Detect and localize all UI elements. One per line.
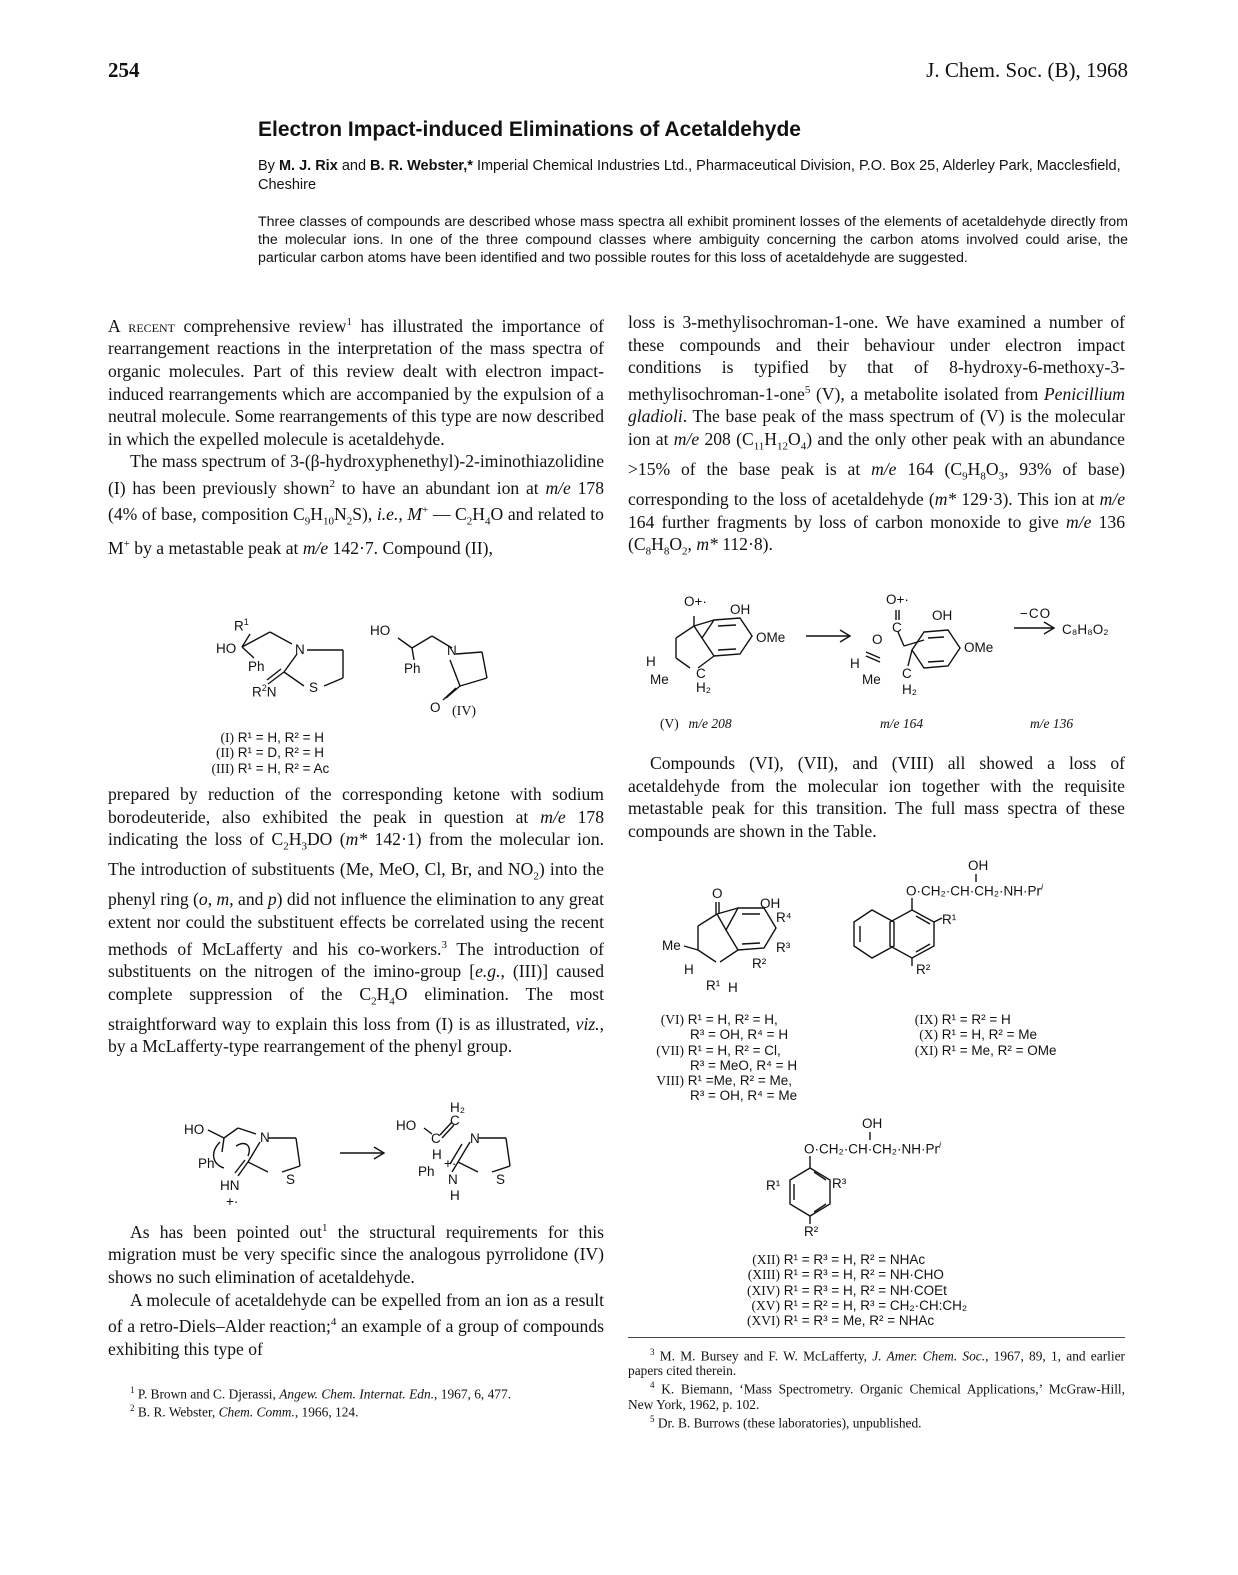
label-mz136-wrap bbox=[1030, 716, 1073, 731]
italic: p bbox=[267, 889, 277, 910]
loss-co-label: −CO bbox=[1020, 606, 1052, 621]
paragraph-compounds-vi-viii: Compounds (VI), (VII), and (VIII) all showed a loss of acetaldehyde from the molecular ion together with the requisite metastable peak for this transition. The full mass spectra of these compounds are shown in the Table. bbox=[628, 753, 1125, 841]
italic: o bbox=[198, 889, 208, 910]
definition: R¹ = H, R² = Me bbox=[941, 1027, 1038, 1043]
text: H bbox=[288, 829, 302, 850]
text: S), bbox=[352, 504, 377, 525]
ref-2: 2 bbox=[329, 478, 335, 491]
text: , 1966, 124. bbox=[294, 1404, 359, 1420]
text: , bbox=[687, 534, 697, 555]
me-label: Me bbox=[650, 672, 669, 687]
text: 164 further fragments by loss of carbon monoxide to give bbox=[628, 511, 1067, 532]
scheme-labels bbox=[660, 716, 732, 731]
definition: R¹ =Me, R² = Me, bbox=[687, 1073, 793, 1089]
left-column-middle bbox=[108, 783, 604, 1058]
text: ) did not influence the elimination to any great extent nor could the substituent effects be correlated using the recent methods of McLafferty and his co-workers. bbox=[108, 889, 604, 959]
subscript: 9 bbox=[304, 515, 311, 528]
italic: m bbox=[216, 889, 230, 910]
text: 164 (C bbox=[896, 458, 963, 479]
r2-label: R² bbox=[916, 962, 931, 977]
compound-number: (IX) bbox=[914, 1012, 938, 1027]
text: H bbox=[651, 534, 664, 555]
compound-number: (XIV) bbox=[747, 1282, 780, 1298]
structure-pyrrolidone bbox=[370, 620, 510, 730]
label-iv: (IV) bbox=[452, 704, 477, 719]
compound-number: (XV) bbox=[751, 1297, 780, 1313]
hn-label: HN bbox=[220, 1178, 240, 1193]
footnote-2 bbox=[108, 1401, 604, 1419]
captions-ix-xi bbox=[898, 1012, 1057, 1058]
footnote-3 bbox=[628, 1345, 1125, 1378]
caption-viii bbox=[636, 1073, 797, 1088]
caption-vi-line2: R³ = OH, R⁴ = H bbox=[690, 1027, 789, 1043]
right-column-top bbox=[628, 311, 1125, 563]
definition: R¹ = H, R² = H, bbox=[687, 1012, 778, 1027]
ph-label-2: Ph bbox=[418, 1164, 435, 1179]
abstract: Three classes of compounds are described whose mass spectra all exhibit prominent losses of the elements of acetaldehyde directly from the molecular ions. In one of the three compound classes where ambiguity concerning the carbon atoms involved could arise, the particular carbon atoms have been identified and two possible routes for this loss of acetaldehyde are suggested. bbox=[258, 214, 1128, 266]
h2-label: H₂ bbox=[696, 680, 711, 695]
text: , 1967, 6, 477. bbox=[434, 1386, 512, 1402]
left-column-bottom bbox=[108, 1217, 604, 1360]
byline-and: and bbox=[341, 158, 367, 174]
radical-oxygen-2: O+· bbox=[886, 592, 909, 607]
carbonyl-o: O bbox=[712, 886, 723, 901]
subscript: 10 bbox=[322, 515, 334, 528]
ho-label: HO bbox=[216, 641, 237, 656]
oh-label: OH bbox=[968, 858, 989, 873]
h-label-2: H bbox=[728, 980, 738, 995]
n-label: N bbox=[260, 1130, 270, 1145]
paragraph-isochromanone bbox=[628, 311, 1125, 563]
compound-number: (XI) bbox=[914, 1042, 938, 1058]
text: , by a McLafferty-type rearrangement of the phenyl group. bbox=[108, 1013, 604, 1057]
subscript: 2 bbox=[682, 545, 688, 558]
ref-1b: 1 bbox=[322, 1222, 328, 1234]
structure-phenoxy bbox=[760, 1114, 1020, 1244]
superscript: 1 bbox=[243, 617, 249, 627]
footnote-number: 3 bbox=[650, 1347, 655, 1357]
text: DO ( bbox=[306, 829, 346, 850]
text: O and related to M bbox=[108, 504, 604, 559]
text: 129·3). This ion at bbox=[956, 489, 1100, 510]
text: The mass spectrum of 3-(β-hydroxyphenethyl)-2-iminothiazolidine (I) has been previously shown bbox=[108, 451, 604, 498]
text: H bbox=[472, 504, 486, 525]
definition: R¹ = H, R² = Cl, bbox=[687, 1042, 781, 1058]
compound-number: VIII) bbox=[656, 1073, 684, 1089]
text: The introduction of substituents on the nitrogen of the imino-group [ bbox=[108, 938, 605, 982]
iso-prefix: i bbox=[938, 1140, 941, 1150]
journal: J. Amer. Chem. Soc. bbox=[872, 1348, 986, 1364]
footnote-number: 2 bbox=[130, 1403, 135, 1414]
text: (V), a metabolite isolated from bbox=[810, 383, 1044, 404]
text: O·CH₂·CH·CH₂·NH·Pr bbox=[804, 1141, 939, 1157]
journal: Chem. Comm. bbox=[218, 1404, 295, 1420]
r1-label: R¹ bbox=[766, 1178, 781, 1193]
text: K. Biemann, ‘Mass Spectrometry. Organic Chemical Applications,’ McGraw-Hill, New York, 1962, p. 102. bbox=[628, 1381, 1125, 1412]
footnotes-left bbox=[108, 1383, 604, 1420]
mz: m/e bbox=[302, 538, 329, 559]
footnote-4 bbox=[628, 1378, 1125, 1411]
o-label: O bbox=[872, 632, 883, 647]
footnote-number: 5 bbox=[650, 1413, 655, 1424]
caption-xv bbox=[730, 1298, 967, 1313]
iso-prefix: i bbox=[1040, 882, 1043, 892]
text: As has been pointed out bbox=[130, 1221, 323, 1242]
metastable: m* bbox=[345, 829, 368, 850]
subscript: 9 bbox=[962, 470, 968, 483]
h-label: H bbox=[684, 962, 694, 977]
article-title: Electron Impact-induced Eliminations of Acetaldehyde bbox=[258, 118, 801, 141]
text: O bbox=[669, 534, 683, 555]
italic: e.g. bbox=[475, 961, 501, 982]
compound-number: (III) bbox=[211, 760, 234, 776]
text: . The base peak of the mass spectrum of (V) is the molecular ion at bbox=[628, 406, 1125, 449]
definition: R¹ = H, R² = H bbox=[237, 730, 325, 745]
radical-oxygen: O+· bbox=[684, 594, 707, 609]
page-number: 254 bbox=[108, 58, 140, 82]
subscript: 3 bbox=[301, 840, 307, 853]
text: an example of a group of compounds exhibiting this type of bbox=[108, 1316, 604, 1359]
captions-vi-viii bbox=[636, 1012, 797, 1104]
rearrangement-scheme bbox=[180, 1100, 560, 1210]
text: has illustrated the importance of rearrangement reactions in the interpretation of the mass spectra of organic molecules. Part of this review dealt with electron impact-induced rearrangements which are accompanied by the expulsion of a neutral molecule. Some rearrangements of this type are now described in which the expelled molecule is acetaldehyde. bbox=[108, 315, 604, 449]
r2-label: R² bbox=[804, 1224, 819, 1239]
definition: R¹ = R² = H, R³ = CH₂·CH:CH₂ bbox=[783, 1297, 968, 1313]
text: to have an abundant ion at bbox=[334, 477, 546, 498]
footnote-1 bbox=[108, 1383, 604, 1401]
r4-label: R⁴ bbox=[776, 910, 792, 925]
caption-ix bbox=[898, 1012, 1057, 1027]
species-name: Penicillium gladioli bbox=[628, 383, 1125, 427]
author-rix: M. J. Rix bbox=[278, 158, 338, 174]
text: — C bbox=[428, 504, 467, 525]
h-label: H bbox=[646, 654, 656, 669]
r3-label: R³ bbox=[776, 940, 791, 955]
mz: m/e bbox=[1099, 489, 1126, 510]
subscript: 2 bbox=[533, 870, 539, 883]
ho-label: HO bbox=[184, 1122, 205, 1137]
subscript: 2 bbox=[466, 515, 473, 528]
text: 142·1) from the molecular ion. The introduction of substituents (Me, MeO, Cl, Br, and NO bbox=[108, 829, 605, 880]
r2n-label bbox=[252, 683, 277, 700]
caption-i bbox=[200, 730, 329, 745]
captions-i-iii bbox=[200, 730, 329, 776]
text: H bbox=[310, 504, 323, 525]
caption-ii bbox=[200, 745, 329, 760]
compound-number: (II) bbox=[216, 745, 234, 761]
h-label-2: H bbox=[450, 1188, 460, 1203]
n-label-2: N bbox=[448, 1172, 458, 1187]
paragraph-retro-diels-alder bbox=[108, 1289, 604, 1361]
structure-bonds bbox=[760, 1114, 1020, 1244]
side-chain bbox=[804, 1140, 941, 1157]
caption-vii bbox=[636, 1043, 797, 1058]
ref-5: 5 bbox=[804, 383, 811, 396]
journal-citation: J. Chem. Soc. (B), 1968 bbox=[926, 58, 1128, 82]
subscript: 4 bbox=[800, 440, 807, 453]
subscript: 2 bbox=[371, 995, 377, 1008]
text: O bbox=[985, 458, 999, 479]
italic: M bbox=[402, 504, 423, 525]
text: P. Brown and C. Djerassi, bbox=[137, 1386, 280, 1402]
me-label-2: Me bbox=[862, 672, 881, 687]
structure-naphthyloxy bbox=[850, 858, 1120, 988]
definition: R¹ = H, R² = Ac bbox=[237, 760, 330, 776]
text: , and bbox=[229, 889, 268, 910]
definition: R¹ = R³ = H, R² = NH·COEt bbox=[783, 1282, 947, 1298]
text: M. M. Bursey and F. W. McLafferty, bbox=[659, 1348, 873, 1364]
text: loss is 3-methylisochroman-1-one. We have examined a number of these compounds and their behaviour under electron impact conditions is typified by that of 8-hydroxy-6-methoxy-3-methylisochroman-1-one bbox=[628, 312, 1125, 404]
footnote-number: 4 bbox=[650, 1380, 655, 1391]
byline-prefix: By bbox=[258, 158, 275, 174]
structure-isochromanone bbox=[640, 880, 840, 1010]
mz-136: m/e 136 bbox=[1030, 716, 1074, 731]
text: 136 (C bbox=[628, 511, 1125, 555]
text: , bbox=[207, 889, 217, 910]
c-label-2: C bbox=[892, 620, 902, 635]
affiliation: Imperial Chemical Industries Ltd., Pharmaceutical Division, P.O. Box 25, Alderley Park, Macclesfield, Cheshire bbox=[258, 158, 1121, 193]
subscript: 8 bbox=[980, 470, 986, 483]
r1-label: R¹ bbox=[706, 978, 721, 993]
text: the structural requirements for this migration must be very specific since the analogous pyrrolidone (IV) shows no such elimination of acetaldehyde. bbox=[108, 1221, 604, 1288]
r1-label bbox=[234, 617, 249, 634]
text: , (III)] caused complete suppression of the C bbox=[108, 961, 604, 1004]
radical-cation-2: +· bbox=[444, 1156, 457, 1171]
subscript: 4 bbox=[485, 515, 491, 528]
paragraph-migration bbox=[108, 1217, 604, 1289]
caption-vii-line2: R³ = MeO, R⁴ = H bbox=[690, 1057, 798, 1073]
compound-number: (XVI) bbox=[747, 1313, 780, 1329]
s-label-2: S bbox=[496, 1172, 506, 1187]
mz: m/e bbox=[540, 806, 566, 827]
mz: m/e bbox=[1066, 511, 1092, 532]
lead-words: A recent bbox=[108, 315, 175, 336]
subscript: 2 bbox=[346, 515, 353, 528]
compound-number: (XIII) bbox=[747, 1267, 780, 1283]
footnote-number: 1 bbox=[130, 1385, 135, 1395]
paragraph-thiazolidine: The mass spectrum of 3-(β-hydroxyphenethyl)-2-iminothiazolidine (I) has been previously shown$^2$ to have an abundant ion at m/e 178 (4% of base, composition $C_9H_{10}N_2S$), i.e., M+ — $C_2H_4O$ and related to M+ by a metastable peak at m/e 142·7. Compound (II), bbox=[108, 451, 604, 559]
journal: Angew. Chem. Internat. Edn. bbox=[279, 1386, 435, 1402]
compound-number: (I) bbox=[220, 730, 234, 745]
text: 208 (C bbox=[699, 428, 754, 449]
me-label: Me bbox=[662, 938, 681, 953]
r2-label: R² bbox=[752, 956, 767, 971]
text: O elimination. The most straightforward way to explain this loss from (I) is as illustrated, bbox=[108, 983, 605, 1034]
text: ) and the only other peak with an abundance >15% of the base peak is at bbox=[628, 428, 1125, 479]
product-formula: C₈H₈O₂ bbox=[1062, 622, 1109, 637]
oh-label: OH bbox=[862, 1116, 883, 1131]
text: by a metastable peak at bbox=[129, 538, 303, 559]
definition: R¹ = R³ = Me, R² = NHAc bbox=[783, 1313, 935, 1329]
subscript: 12 bbox=[777, 440, 789, 453]
byline bbox=[258, 157, 1128, 195]
s-label: S bbox=[286, 1172, 296, 1187]
text: H bbox=[967, 458, 981, 479]
text: 178 indicating the loss of C bbox=[108, 806, 604, 850]
r3-label: R³ bbox=[832, 1176, 847, 1191]
n-label: N bbox=[295, 642, 305, 657]
mz: m/e bbox=[673, 428, 700, 449]
caption-xvi bbox=[730, 1313, 967, 1328]
text: 112·8). bbox=[717, 534, 773, 555]
caption-xiv bbox=[730, 1283, 967, 1298]
n-label-3: N bbox=[470, 1131, 480, 1146]
c-label: C bbox=[696, 666, 706, 681]
text: B. R. Webster, bbox=[137, 1404, 219, 1420]
metastable: m* bbox=[696, 534, 718, 555]
c-label: C bbox=[431, 1131, 441, 1146]
side-chain bbox=[906, 882, 1043, 899]
italic: i.e., bbox=[376, 504, 403, 525]
text: comprehensive review bbox=[174, 315, 347, 336]
superscript: 2 bbox=[261, 683, 267, 693]
text: 142·7. Compound (II), bbox=[328, 538, 493, 559]
mz: m/e bbox=[871, 458, 897, 479]
label-mz164-wrap bbox=[880, 716, 923, 731]
subscript: 3 bbox=[998, 470, 1005, 483]
h2-label: H₂ bbox=[450, 1100, 465, 1115]
text: H bbox=[376, 983, 390, 1004]
structure-thiazolidine bbox=[212, 614, 372, 724]
definition: R¹ = D, R² = H bbox=[237, 745, 325, 761]
definition: R¹ = Me, R² = OMe bbox=[941, 1042, 1057, 1058]
s-label: S bbox=[309, 680, 319, 695]
text: O bbox=[788, 428, 801, 449]
definition: R¹ = R² = H bbox=[941, 1012, 1011, 1027]
definition: R¹ = R³ = H, R² = NH·CHO bbox=[783, 1267, 944, 1283]
radical-cation: +· bbox=[226, 1194, 239, 1209]
text: H bbox=[764, 428, 778, 449]
mz: m/e bbox=[545, 477, 571, 498]
ho-label-2: HO bbox=[396, 1118, 417, 1133]
caption-viii-line2: R³ = OH, R⁴ = Me bbox=[690, 1088, 798, 1104]
caption-vi bbox=[636, 1012, 797, 1027]
ref-1: 1 bbox=[346, 316, 353, 328]
text: N bbox=[333, 504, 347, 525]
left-column-top bbox=[108, 311, 604, 560]
compound-number: (VII) bbox=[656, 1042, 684, 1058]
text: , 93% of base) corresponding to the loss of acetaldehyde ( bbox=[628, 458, 1126, 510]
label-v: (V) bbox=[660, 716, 679, 731]
ph-label: Ph bbox=[198, 1156, 215, 1171]
metastable: m* bbox=[934, 489, 957, 510]
definition: R¹ = R³ = H, R² = NHAc bbox=[783, 1252, 926, 1267]
h-label-2: H bbox=[850, 656, 860, 671]
text: Dr. B. Burrows (these laboratories), unpublished. bbox=[657, 1415, 922, 1431]
footnote-5 bbox=[628, 1412, 1125, 1430]
ho-label: HO bbox=[370, 623, 391, 638]
ph-label: Ph bbox=[404, 661, 421, 676]
italic: viz. bbox=[575, 1013, 600, 1034]
subscript: 8 bbox=[663, 545, 670, 558]
structure-bonds bbox=[850, 858, 1120, 988]
paragraph-intro bbox=[108, 311, 604, 450]
o-label: O bbox=[430, 700, 441, 715]
text: N bbox=[266, 684, 277, 700]
oh-label: OH bbox=[760, 896, 781, 911]
mz-208: m/e 208 bbox=[688, 716, 732, 731]
caption-x bbox=[898, 1027, 1057, 1042]
subscript: 11 bbox=[753, 440, 765, 453]
c-label-3: C bbox=[902, 666, 912, 681]
text: prepared by reduction of the corresponding ketone with sodium borodeuteride, also exhibited the peak in question at bbox=[108, 784, 604, 827]
footnotes-right bbox=[628, 1345, 1125, 1430]
text: O·CH₂·CH·CH₂·NH·Pr bbox=[906, 883, 1041, 899]
ome-label: OMe bbox=[756, 630, 786, 645]
subscript: 2 bbox=[283, 840, 289, 853]
subscript: 8 bbox=[645, 545, 652, 558]
h2-label-2: H₂ bbox=[902, 682, 917, 697]
right-column-middle bbox=[628, 752, 1125, 842]
ref-3: 3 bbox=[441, 938, 447, 951]
ref-4: 4 bbox=[330, 1316, 337, 1329]
text: R bbox=[252, 684, 262, 700]
r1-label: R¹ bbox=[942, 912, 957, 927]
c-label-2: C bbox=[450, 1113, 460, 1128]
text: A molecule of acetaldehyde can be expelled from an ion as a result of a retro-Diels–Alder reaction; bbox=[108, 1289, 604, 1337]
caption-xiii bbox=[730, 1267, 967, 1282]
ph-label: Ph bbox=[248, 659, 265, 674]
compound-number: (XII) bbox=[752, 1252, 780, 1267]
ome-label-2: OMe bbox=[964, 640, 994, 655]
caption-xii bbox=[730, 1252, 967, 1267]
caption-xi bbox=[898, 1043, 1057, 1058]
caption-iii bbox=[200, 761, 329, 776]
n-label: N bbox=[447, 643, 457, 658]
text: ) into the phenyl ring ( bbox=[108, 859, 604, 910]
text: R bbox=[234, 618, 244, 634]
compound-number: (X) bbox=[919, 1027, 938, 1043]
text: 178 (4% of base, composition C bbox=[108, 477, 604, 525]
oh-label: OH bbox=[730, 602, 751, 617]
paragraph-deuteride bbox=[108, 783, 604, 1058]
captions-xii-xvi bbox=[730, 1252, 967, 1328]
footnote-rule bbox=[628, 1337, 1125, 1338]
text: , 1967, 89, 1, and earlier papers cited therein. bbox=[628, 1348, 1125, 1379]
h-label: H bbox=[432, 1147, 442, 1162]
compound-number: (VI) bbox=[660, 1012, 684, 1027]
author-webster: B. R. Webster,* bbox=[370, 158, 473, 174]
oh-label-2: OH bbox=[932, 608, 953, 623]
mz-164: m/e 164 bbox=[880, 716, 924, 731]
subscript: 4 bbox=[389, 995, 395, 1008]
